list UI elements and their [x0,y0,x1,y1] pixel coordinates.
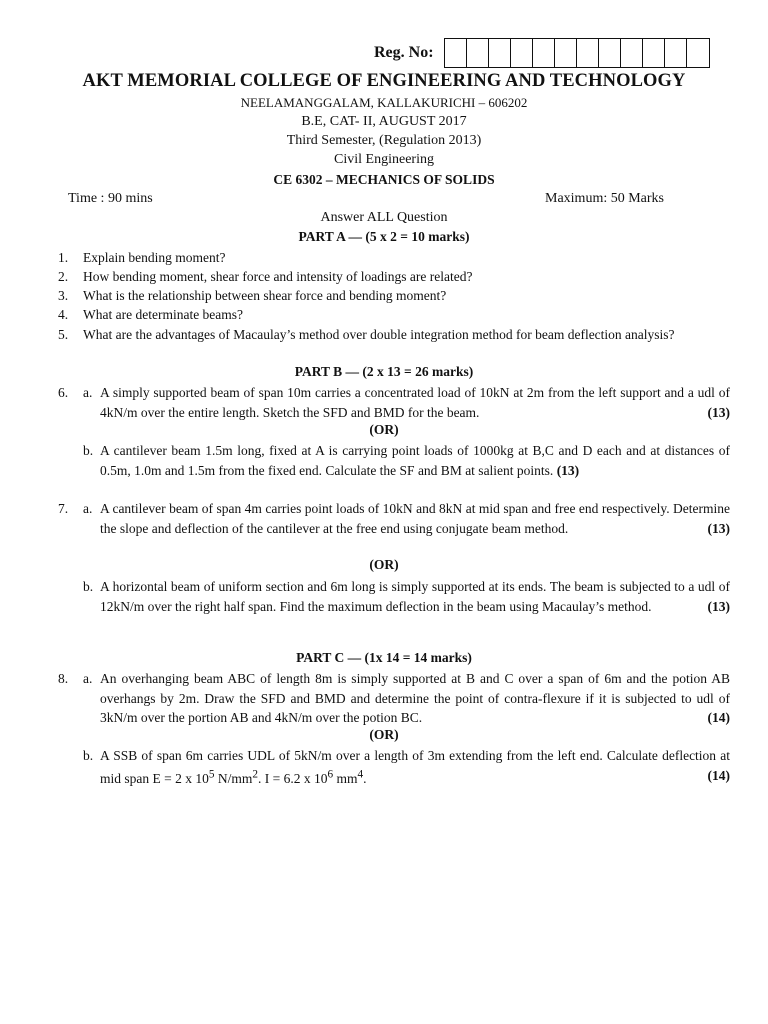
question-number: 1. [58,250,69,265]
question-text: How bending moment, shear force and intensity of loadings are related? [83,269,473,284]
reg-no-box [621,39,643,67]
question-text: What is the relationship between shear force and bending moment? [83,288,447,303]
question-number: 7. [58,501,69,516]
option-label: b. [83,579,94,594]
reg-no-box [467,39,489,67]
option-text: A cantilever beam of span 4m carries point loads of 10kN and 8kN at mid span and free end respectively. Determine the slope and deflection of the cantilever at the free end using conjugate beam method. [100,501,730,536]
reg-no-box [555,39,577,67]
question-option-b [83,746,730,789]
college-address: NEELAMANGGALAM, KALLAKURICHI – 606202 [240,95,528,110]
question-option-a [83,499,730,538]
question-text: Explain bending moment? [83,250,226,265]
part-c-heading: PART C — (1x 14 = 14 marks) [296,650,472,665]
or-separator: (OR) [369,422,399,437]
question-option-b [83,577,730,616]
reg-no-box [445,39,467,67]
question-8 [58,669,730,728]
option-text-part: . I = 6.2 x 10 [258,771,328,786]
question-option-b [83,441,730,480]
course-title: CE 6302 – MECHANICS OF SOLIDS [273,172,495,187]
option-label: a. [83,671,93,686]
option-text-part: mm [333,771,358,786]
question-8b [58,746,730,789]
marks-label: (13) [707,598,730,614]
question-item [58,286,730,306]
question-text: What are the advantages of Macaulay’s method over double integration method for beam deflection analysis? [83,327,675,342]
question-text: What are determinate beams? [83,307,244,322]
marks-label: (14) [707,767,730,783]
reg-no-box [511,39,533,67]
question-number: 5. [58,327,69,342]
question-number: 3. [58,288,69,303]
option-label: a. [83,385,93,400]
option-text-part: N/mm [214,771,253,786]
reg-no-box [533,39,555,67]
option-label: b. [83,748,94,763]
reg-no-box [489,39,511,67]
question-7b [58,577,730,616]
reg-no-box [643,39,665,67]
option-label: b. [83,443,94,458]
question-option-a [83,383,730,422]
exponent: 2 [252,768,258,781]
option-text: A cantilever beam 1.5m long, fixed at A is carrying point loads of 1000kg at B,C and D each and at distances of 0.5m, 1.0m and 1.5m from the fixed end. Calculate the SF and BM at salient points. [100,443,730,478]
option-text [100,748,730,786]
reg-no-label: Reg. No: [374,44,434,61]
question-number: 4. [58,307,69,322]
or-separator: (OR) [369,727,399,742]
question-item [58,267,730,287]
question-6b [58,441,730,480]
exponent: 5 [208,768,215,781]
option-text: A simply supported beam of span 10m carries a concentrated load of 10kN at 2m from the left support and a udl of 4kN/m over the entire length. Sketch the SFD and BMD for the beam. [100,385,730,420]
reg-no-box [687,39,709,67]
marks-label: (13) [707,404,730,420]
marks-label: (14) [707,710,730,725]
option-text: A horizontal beam of uniform section and 6m long is simply supported at its ends. The beam is subjected to a udl of 12kN/m over the right half span. Find the maximum deflection in the beam using Macaulay’s method. [100,579,730,614]
reg-no-field [374,38,710,68]
question-6 [58,383,730,422]
question-item [58,305,730,325]
reg-no-box [577,39,599,67]
exponent: 4 [357,768,364,781]
marks-label: (13) [556,462,580,478]
college-name: AKT MEMORIAL COLLEGE OF ENGINEERING AND TECHNOLOGY [82,71,686,91]
question-7 [58,499,730,538]
part-b-heading: PART B — (2 x 13 = 26 marks) [294,364,474,379]
semester-line: Third Semester, (Regulation 2013) [286,133,482,148]
option-text-part: A SSB of span 6m carries UDL of 5kN/m over a length of 3m extending from the left end. Calculate deflection at mid span E = 2 x 10 [100,748,730,786]
department-line: Civil Engineering [334,152,434,167]
reg-no-box [665,39,687,67]
marks-label: (13) [707,520,730,536]
question-number: 2. [58,269,69,284]
option-text-part: . [363,771,367,786]
instruction-line: Answer ALL Question [320,210,448,225]
question-option-a [83,669,730,728]
option-text: An overhanging beam ABC of length 8m is simply supported at B and C over a span of 6m and the potion AB overhangs by 2m. Draw the SFD and BMD and determine the point of contra-flexure if it is subjected to udl of 3kN/m over the portion AB and 4kN/m over the potion BC. [100,671,730,725]
question-item [58,248,730,268]
question-item [58,325,730,345]
or-separator: (OR) [369,557,399,572]
exam-title: B.E, CAT- II, AUGUST 2017 [301,114,467,129]
exam-time: Time : 90 mins [68,191,153,206]
reg-no-box [599,39,621,67]
exponent: 6 [327,768,334,781]
option-label: a. [83,501,93,516]
question-number: 6. [58,385,69,400]
question-number: 8. [58,671,69,686]
max-marks: Maximum: 50 Marks [545,191,664,206]
reg-no-boxes [444,38,710,68]
part-a-heading: PART A — (5 x 2 = 10 marks) [298,229,470,244]
